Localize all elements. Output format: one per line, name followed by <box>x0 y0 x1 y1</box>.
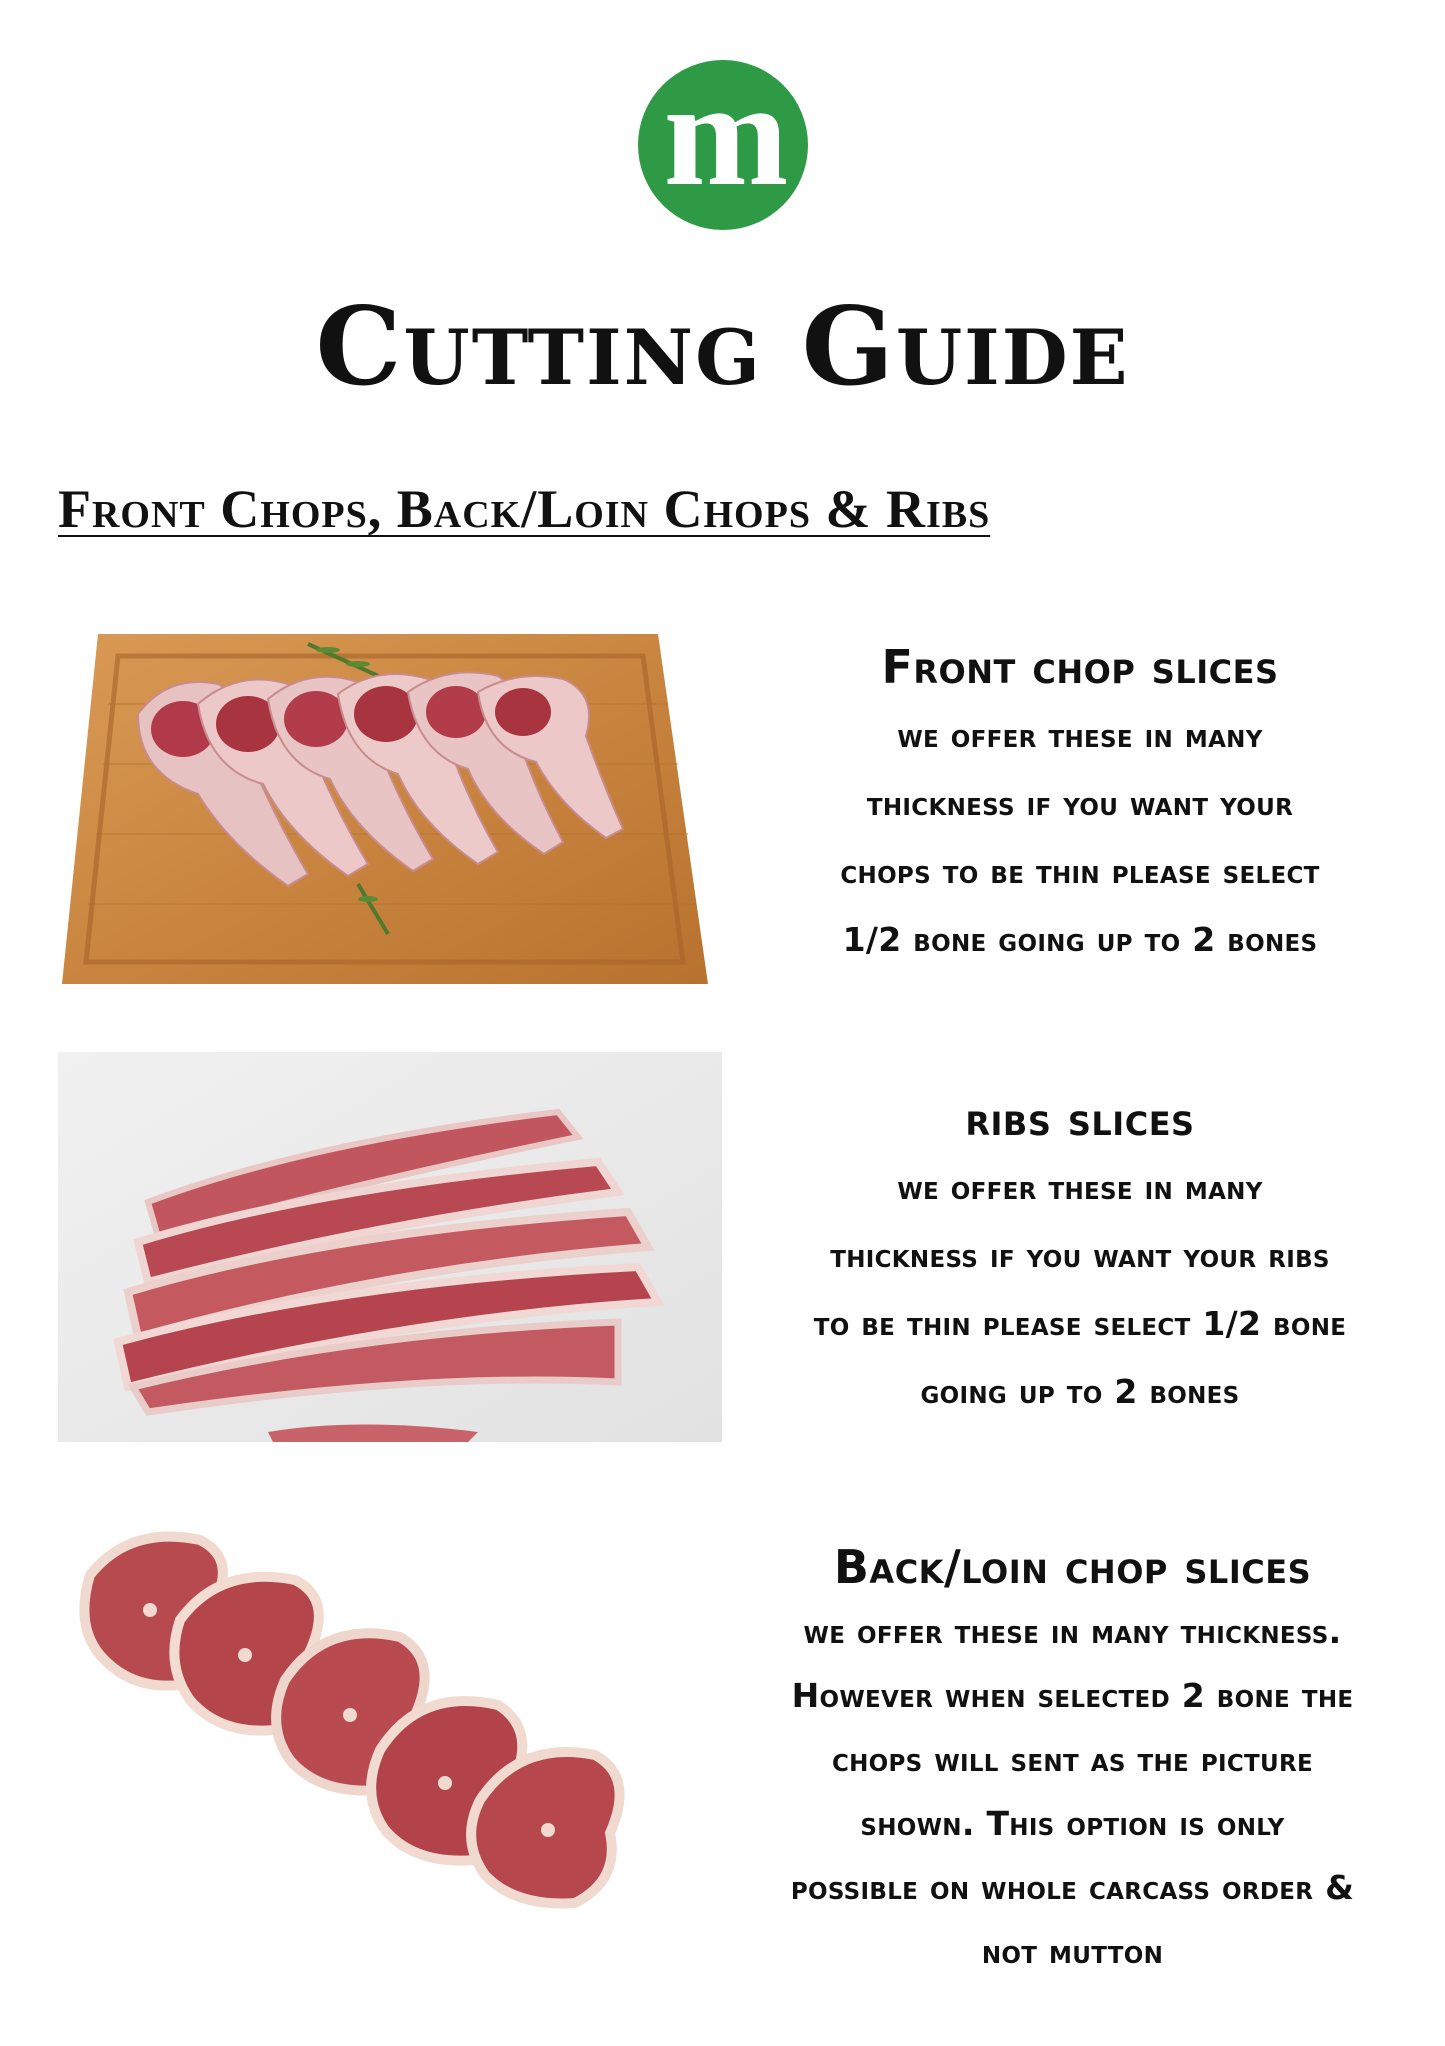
ribs-image <box>58 1052 722 1442</box>
loin-chops-image <box>70 1515 690 1915</box>
item-title: Back/loin chop slices <box>833 1540 1312 1594</box>
page-title: Cutting Guide <box>315 284 1130 410</box>
ribs-description <box>730 1092 1430 1426</box>
description-line: to be thin please select 1/2 bone <box>813 1304 1347 1343</box>
loin-chop-description <box>710 1540 1435 1984</box>
logo-letter: m <box>663 51 783 217</box>
description-line: we offer these in many thickness. <box>803 1612 1342 1651</box>
description-line: chops to be thin please select <box>840 852 1320 891</box>
description-line: However when selected 2 bone the <box>791 1676 1354 1715</box>
description-line: 1/2 bone going up to 2 bones <box>842 920 1318 959</box>
front-chop-description <box>730 640 1430 974</box>
brand-logo <box>638 51 808 230</box>
description-line: not mutton <box>981 1932 1164 1971</box>
description-line: we offer these in many <box>897 1168 1263 1207</box>
front-chops-image <box>58 624 712 996</box>
description-line: shown. This option is only <box>860 1804 1285 1843</box>
item-title: ribs slices <box>965 1092 1195 1146</box>
item-title: Front chop slices <box>881 640 1279 694</box>
section-heading: Front Chops, Back/Loin Chops & Ribs <box>58 479 991 539</box>
description-line: going up to 2 bones <box>920 1372 1240 1411</box>
description-line: possible on whole carcass order & <box>790 1868 1355 1907</box>
description-line: thickness if you want your ribs <box>830 1236 1330 1275</box>
description-line: chops will sent as the picture <box>831 1740 1314 1779</box>
description-line: we offer these in many <box>897 716 1263 755</box>
description-line: thickness if you want your <box>866 784 1294 823</box>
